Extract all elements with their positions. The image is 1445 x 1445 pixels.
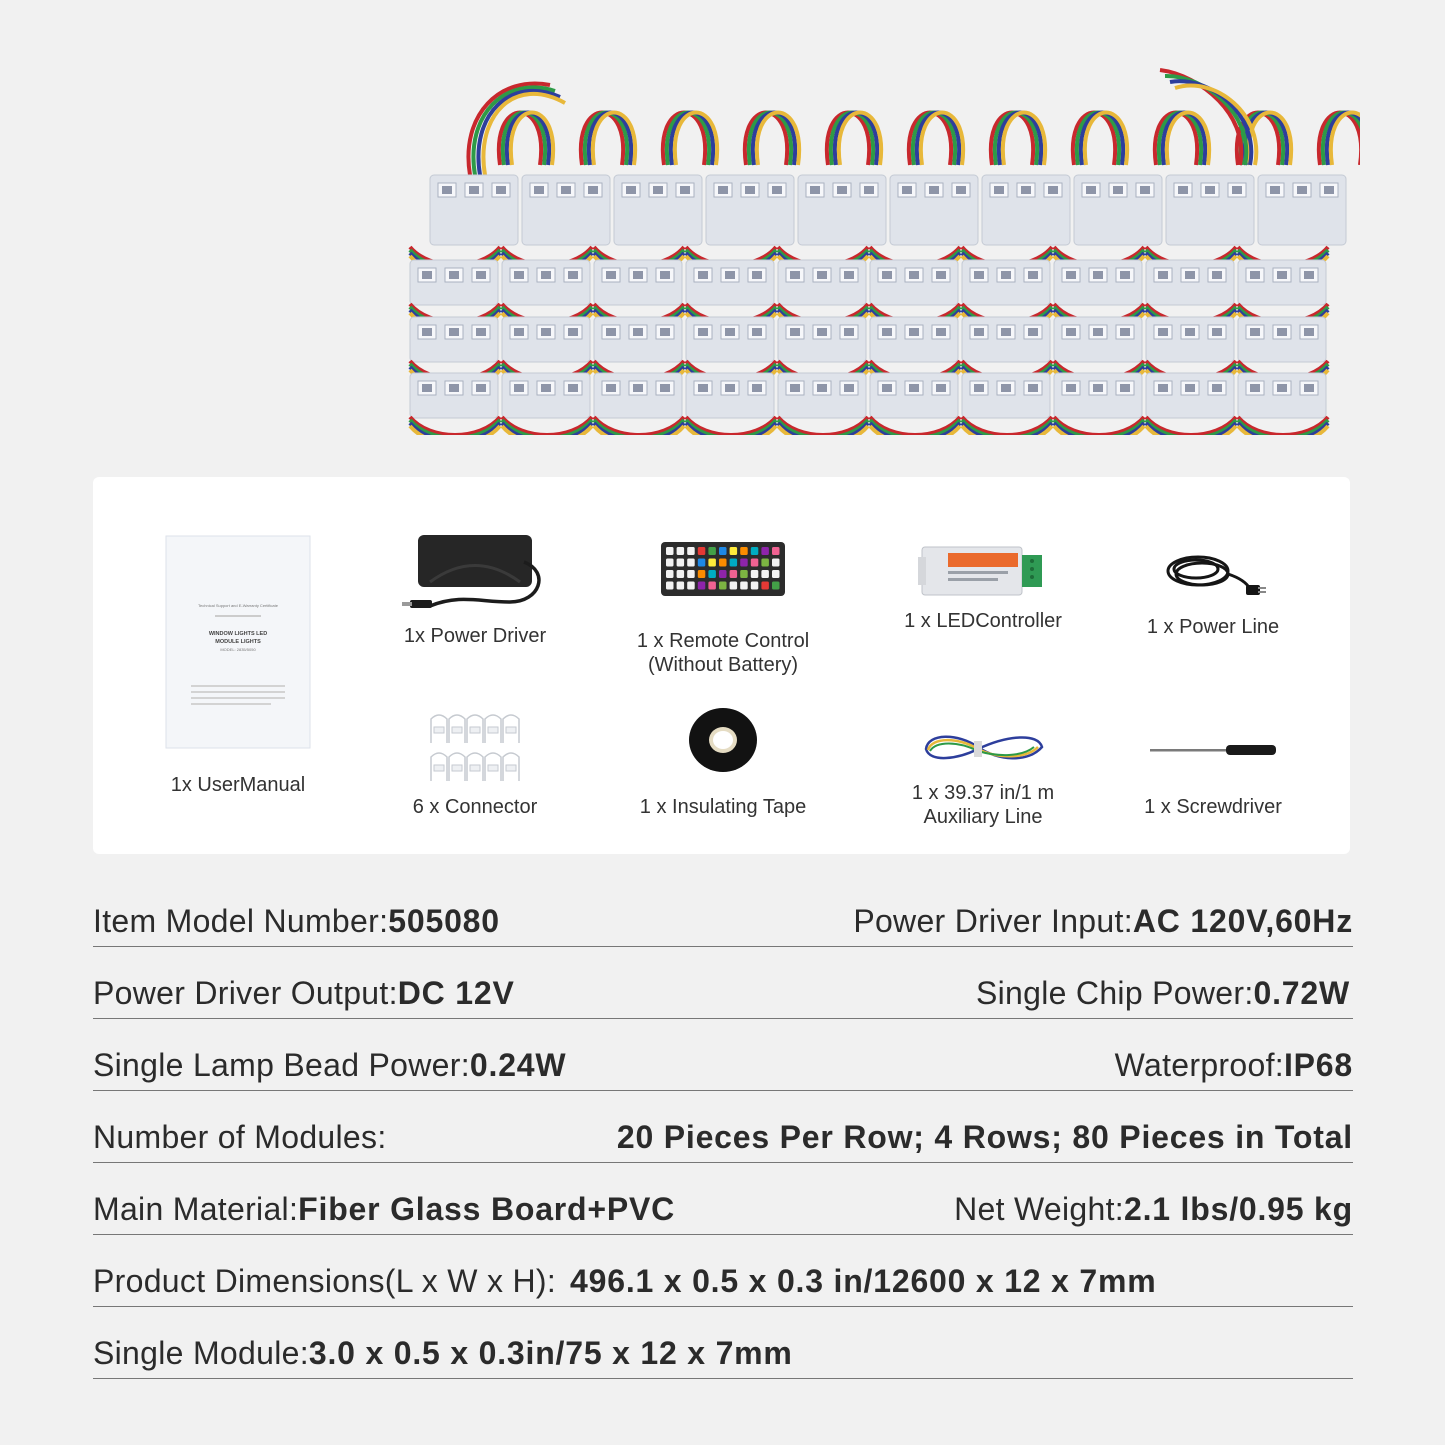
user-manual-icon [165,535,311,749]
accessory-label: 1 x Screwdriver [1144,796,1282,818]
manual-line-4: MODEL: 2835/5050 [220,647,256,652]
accessory-auxiliary-line [878,729,1088,829]
remote-control-icon [660,541,786,597]
accessory-label: 1 x Remote Control (Without Battery) [636,630,810,676]
spec-label: Product Dimensions(L x W x H): [93,1263,557,1299]
spec-label: Single Lamp Bead Power: [93,1047,470,1083]
spec-row-dimensions [93,1235,1353,1307]
spec-label: Number of Modules: [93,1119,387,1155]
power-driver-icon [400,532,550,627]
screwdriver-icon [1148,739,1278,761]
connector-icon [427,709,523,787]
spec-row-modules [93,1091,1353,1163]
auxiliary-line-icon [918,729,1048,769]
spec-label: Main Material: [93,1191,299,1227]
spec-label: Power Driver Output: [93,975,398,1011]
power-line-icon [1158,549,1268,599]
spec-item-chip-power [976,975,1350,1012]
spec-value: 3.0 x 0.5 x 0.3in/75 x 12 x 7mm [308,1335,793,1371]
accessory-label: 1 x LEDController [904,610,1062,632]
accessory-led-controller [878,541,1088,633]
spec-label: Power Driver Input: [853,903,1133,939]
spec-row-material-weight [93,1163,1353,1235]
spec-label: Net Weight: [954,1191,1124,1227]
accessory-insulating-tape [613,705,833,819]
spec-value: DC 12V [397,975,515,1011]
spec-row-single-module [93,1307,1353,1379]
spec-item-dimensions [93,1263,1157,1300]
accessory-label: 1 x Insulating Tape [639,796,807,818]
accessory-user-manual [138,535,338,797]
spec-item-model-number [93,903,500,940]
accessory-label: 1x UserManual [170,774,306,796]
accessory-label: 6 x Connector [412,796,538,818]
insulating-tape-icon [687,705,759,775]
spec-value: 0.72W [1253,975,1350,1011]
spec-item-material [93,1191,675,1228]
spec-value: 496.1 x 0.5 x 0.3 in/12600 x 12 x 7mm [570,1263,1157,1299]
spec-label: Single Chip Power: [975,975,1254,1011]
spec-item-modules-value [617,1119,1353,1156]
accessory-label: 1x Power Driver [403,625,547,647]
manual-line-1: Technical Support and E-Warranty Certificate [198,603,278,608]
spec-row-output-chip [93,947,1353,1019]
accessory-remote-control [613,541,833,677]
spec-item-driver-input [853,903,1353,940]
manual-line-3: MODULE LIGHTS [215,639,261,645]
spec-row-bead-waterproof [93,1019,1353,1091]
accessory-power-driver [375,532,575,648]
spec-row-model-input [93,875,1353,947]
spec-item-driver-output [93,975,515,1012]
spec-value: 0.24W [469,1047,567,1083]
spec-value: 505080 [388,903,500,939]
accessory-screwdriver [1113,739,1313,819]
accessory-label: 1 x Power Line [1146,616,1280,638]
package-contents-card [93,477,1350,854]
spec-item-modules-label [93,1119,387,1156]
accessory-power-line [1113,549,1313,639]
accessory-connector [375,709,575,819]
spec-item-bead-power [93,1047,566,1084]
spec-item-waterproof [1115,1047,1353,1084]
spec-label: Waterproof: [1114,1047,1284,1083]
spec-value: 2.1 lbs/0.95 kg [1123,1191,1353,1227]
spec-item-net-weight [954,1191,1353,1228]
manual-line-2: WINDOW LIGHTS LED [208,631,268,637]
spec-value: 20 Pieces Per Row; 4 Rows; 80 Pieces in Total [616,1119,1353,1155]
accessory-label: 1 x 39.37 in/1 m Auxiliary Line [911,782,1055,828]
led-modules-illustration [400,55,1360,435]
spec-value: Fiber Glass Board+PVC [298,1191,676,1227]
spec-value: IP68 [1283,1047,1353,1083]
spec-label: Single Module: [93,1335,309,1371]
led-controller-icon [918,541,1048,599]
spec-label: Item Model Number: [93,903,389,939]
product-photo [400,55,1360,435]
spec-value: AC 120V,60Hz [1132,903,1353,939]
spec-item-single-module [93,1335,793,1372]
